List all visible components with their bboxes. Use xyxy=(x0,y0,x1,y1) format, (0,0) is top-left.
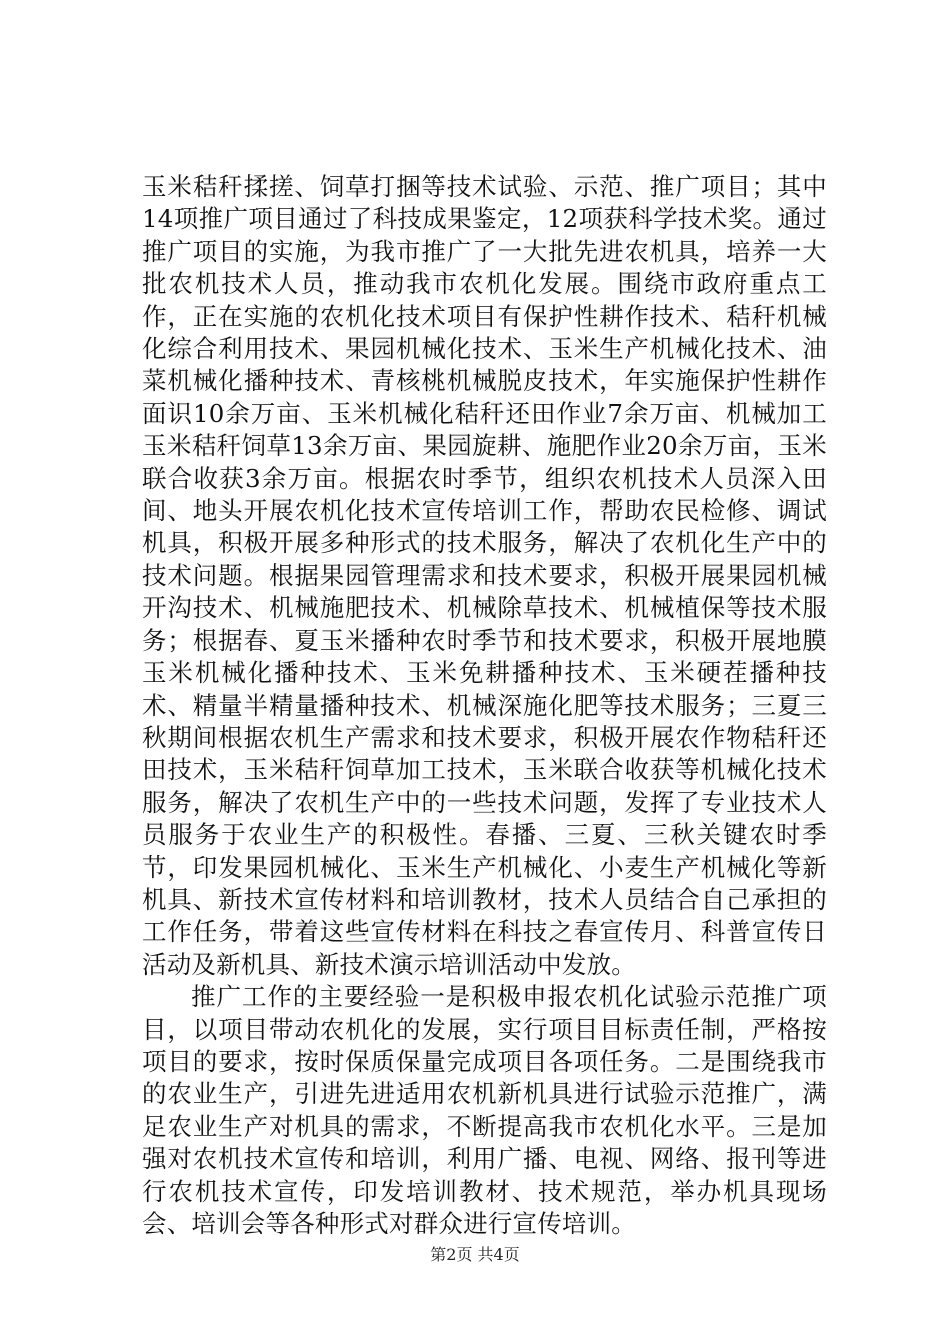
paragraph-experience: 推广工作的主要经验一是积极申报农机化试验示范推广项目，以项目带动农机化的发展，实行项目目标责任制，严格按项目的要求，按时保质保量完成项目各项任务。二是围绕我市的农业生产，引进先进适用农机新机具进行试验示范推广，满足农业生产对机具的需求，不断提高我市农机化水平。三是加强对农机技术宣传和培训，利用广播、电视、网络、报刊等进行农机技术宣传，印发培训教材、技术规范，举办机具现场会、培训会等各种形式对群众进行宣传培训。 xyxy=(142,982,827,1238)
document-body xyxy=(142,171,827,1240)
paragraph-continued: 玉米秸秆揉搓、饲草打捆等技术试验、示范、推广项目；其中14项推广项目通过了科技成果鉴定，12项获科学技术奖。通过推广项目的实施，为我市推广了一大批先进农机具，培养一大批农机技术人员，推动我市农机化发展。围绕市政府重点工作，正在实施的农机化技术项目有保护性耕作技术、秸秆机械化综合利用技术、果园机械化技术、玉米生产机械化技术、油菜机械化播种技术、青核桃机械脱皮技术，年实施保护性耕作面识10余万亩、玉米机械化秸秆还田作业7余万亩、机械加工玉米秸秆饲草13余万亩、果园旋耕、施肥作业20余万亩，玉米联合收获3余万亩。根据农时季节，组织农机技术人员深入田间、地头开展农机化技术宣传培训工作，帮助农民检修、调试机具，积极开展多种形式的技术服务，解决了农机化生产中的技术问题。根据果园管理需求和技术要求，积极开展果园机械开沟技术、机械施肥技术、机械除草技术、机械植保等技术服务；根据春、夏玉米播种农时季节和技术要求，积极开展地膜玉米机械化播种技术、玉米免耕播种技术、玉米硬茬播种技术、精量半精量播种技术、机械深施化肥等技术服务；三夏三秋期间根据农机生产需求和技术要求，积极开展农作物秸秆还田技术，玉米秸秆饲草加工技术，玉米联合收获等机械化技术服务，解决了农机生产中的一些技术问题，发挥了专业技术人员服务于农业生产的积极性。春播、三夏、三秋关键农时季节，印发果园机械化、玉米生产机械化、小麦生产机械化等新机具、新技术宣传材料和培训教材，技术人员结合自己承担的工作任务，带着这些宣传材料在科技之春宣传月、科普宣传日活动及新机具、新技术演示培训活动中发放。 xyxy=(142,172,827,979)
page-footer: 第2页 共4页 xyxy=(430,1245,520,1264)
